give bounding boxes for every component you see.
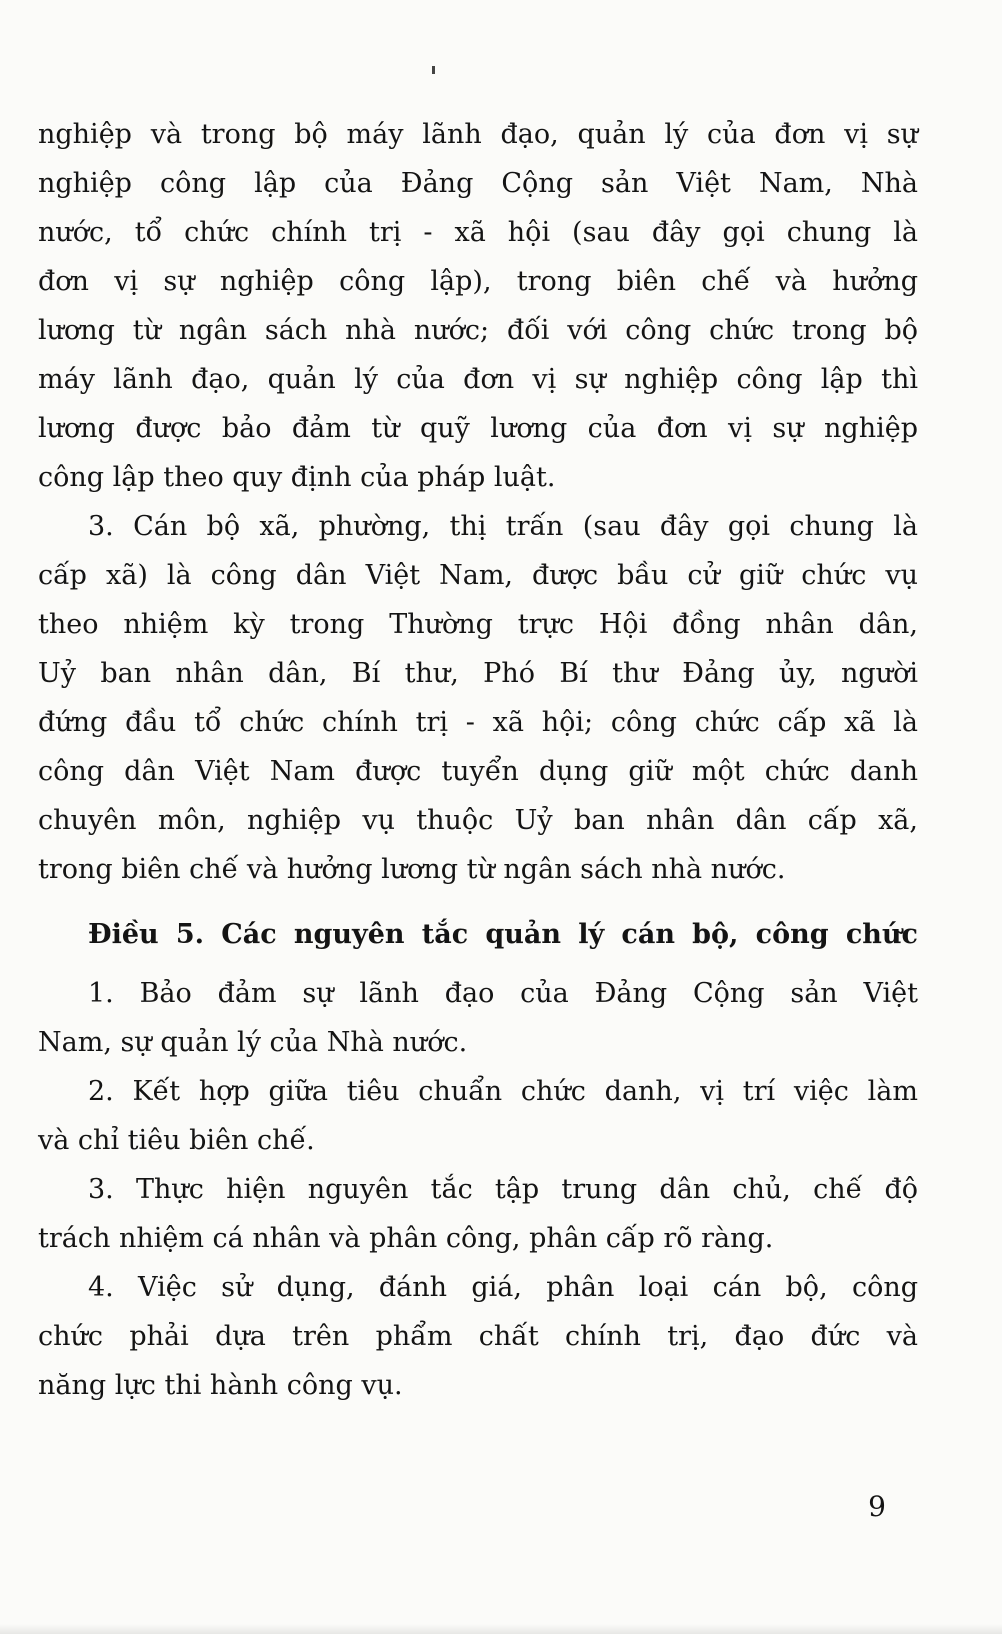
page-edge-shadow xyxy=(0,1624,1002,1634)
text-line: lương từ ngân sách nhà nước; đối với công chức trong bộ xyxy=(38,315,918,346)
text-line: đứng đầu tổ chức chính trị - xã hội; công chức cấp xã là xyxy=(38,707,918,738)
text-line: 2. Kết hợp giữa tiêu chuẩn chức danh, vị trí việc làm xyxy=(88,1076,918,1107)
text-line: lương được bảo đảm từ quỹ lương của đơn vị sự nghiệp xyxy=(38,413,918,444)
text-line: máy lãnh đạo, quản lý của đơn vị sự nghiệp công lập thì xyxy=(38,364,918,395)
text-line: trách nhiệm cá nhân và phân công, phân cấp rõ ràng. xyxy=(38,1223,774,1254)
text-line: chức phải dựa trên phẩm chất chính trị, đạo đức và xyxy=(38,1321,918,1352)
text-line: năng lực thi hành công vụ. xyxy=(38,1370,403,1401)
text-line: nghiệp và trong bộ máy lãnh đạo, quản lý của đơn vị sự xyxy=(38,119,918,150)
text-line: 1. Bảo đảm sự lãnh đạo của Đảng Cộng sản Việt xyxy=(88,978,918,1009)
text-line: chuyên môn, nghiệp vụ thuộc Uỷ ban nhân dân cấp xã, xyxy=(38,805,918,836)
text-line: Uỷ ban nhân dân, Bí thư, Phó Bí thư Đảng ủy, người xyxy=(38,658,918,689)
text-line: trong biên chế và hưởng lương từ ngân sách nhà nước. xyxy=(38,854,786,885)
article-heading: Điều 5. Các nguyên tắc quản lý cán bộ, công chức xyxy=(88,919,918,950)
text-line: theo nhiệm kỳ trong Thường trực Hội đồng nhân dân, xyxy=(38,609,918,640)
text-line: công dân Việt Nam được tuyển dụng giữ một chức danh xyxy=(38,756,918,787)
text-line: 3. Cán bộ xã, phường, thị trấn (sau đây gọi chung là xyxy=(88,511,918,542)
text-line: 3. Thực hiện nguyên tắc tập trung dân chủ, chế độ xyxy=(88,1174,918,1205)
text-line: đơn vị sự nghiệp công lập), trong biên chế và hưởng xyxy=(38,266,918,297)
text-line: 4. Việc sử dụng, đánh giá, phân loại cán bộ, công xyxy=(88,1272,918,1303)
text-line: cấp xã) là công dân Việt Nam, được bầu cử giữ chức vụ xyxy=(38,560,918,591)
text-line: Nam, sự quản lý của Nhà nước. xyxy=(38,1027,468,1058)
text-line: nước, tổ chức chính trị - xã hội (sau đây gọi chung là xyxy=(38,217,918,248)
top-mark xyxy=(432,66,435,74)
text-line: và chỉ tiêu biên chế. xyxy=(38,1125,315,1156)
body-text xyxy=(38,110,918,1410)
text-line: nghiệp công lập của Đảng Cộng sản Việt Nam, Nhà xyxy=(38,168,918,199)
text-line: công lập theo quy định của pháp luật. xyxy=(38,462,556,493)
page-number: 9 xyxy=(868,1490,886,1523)
